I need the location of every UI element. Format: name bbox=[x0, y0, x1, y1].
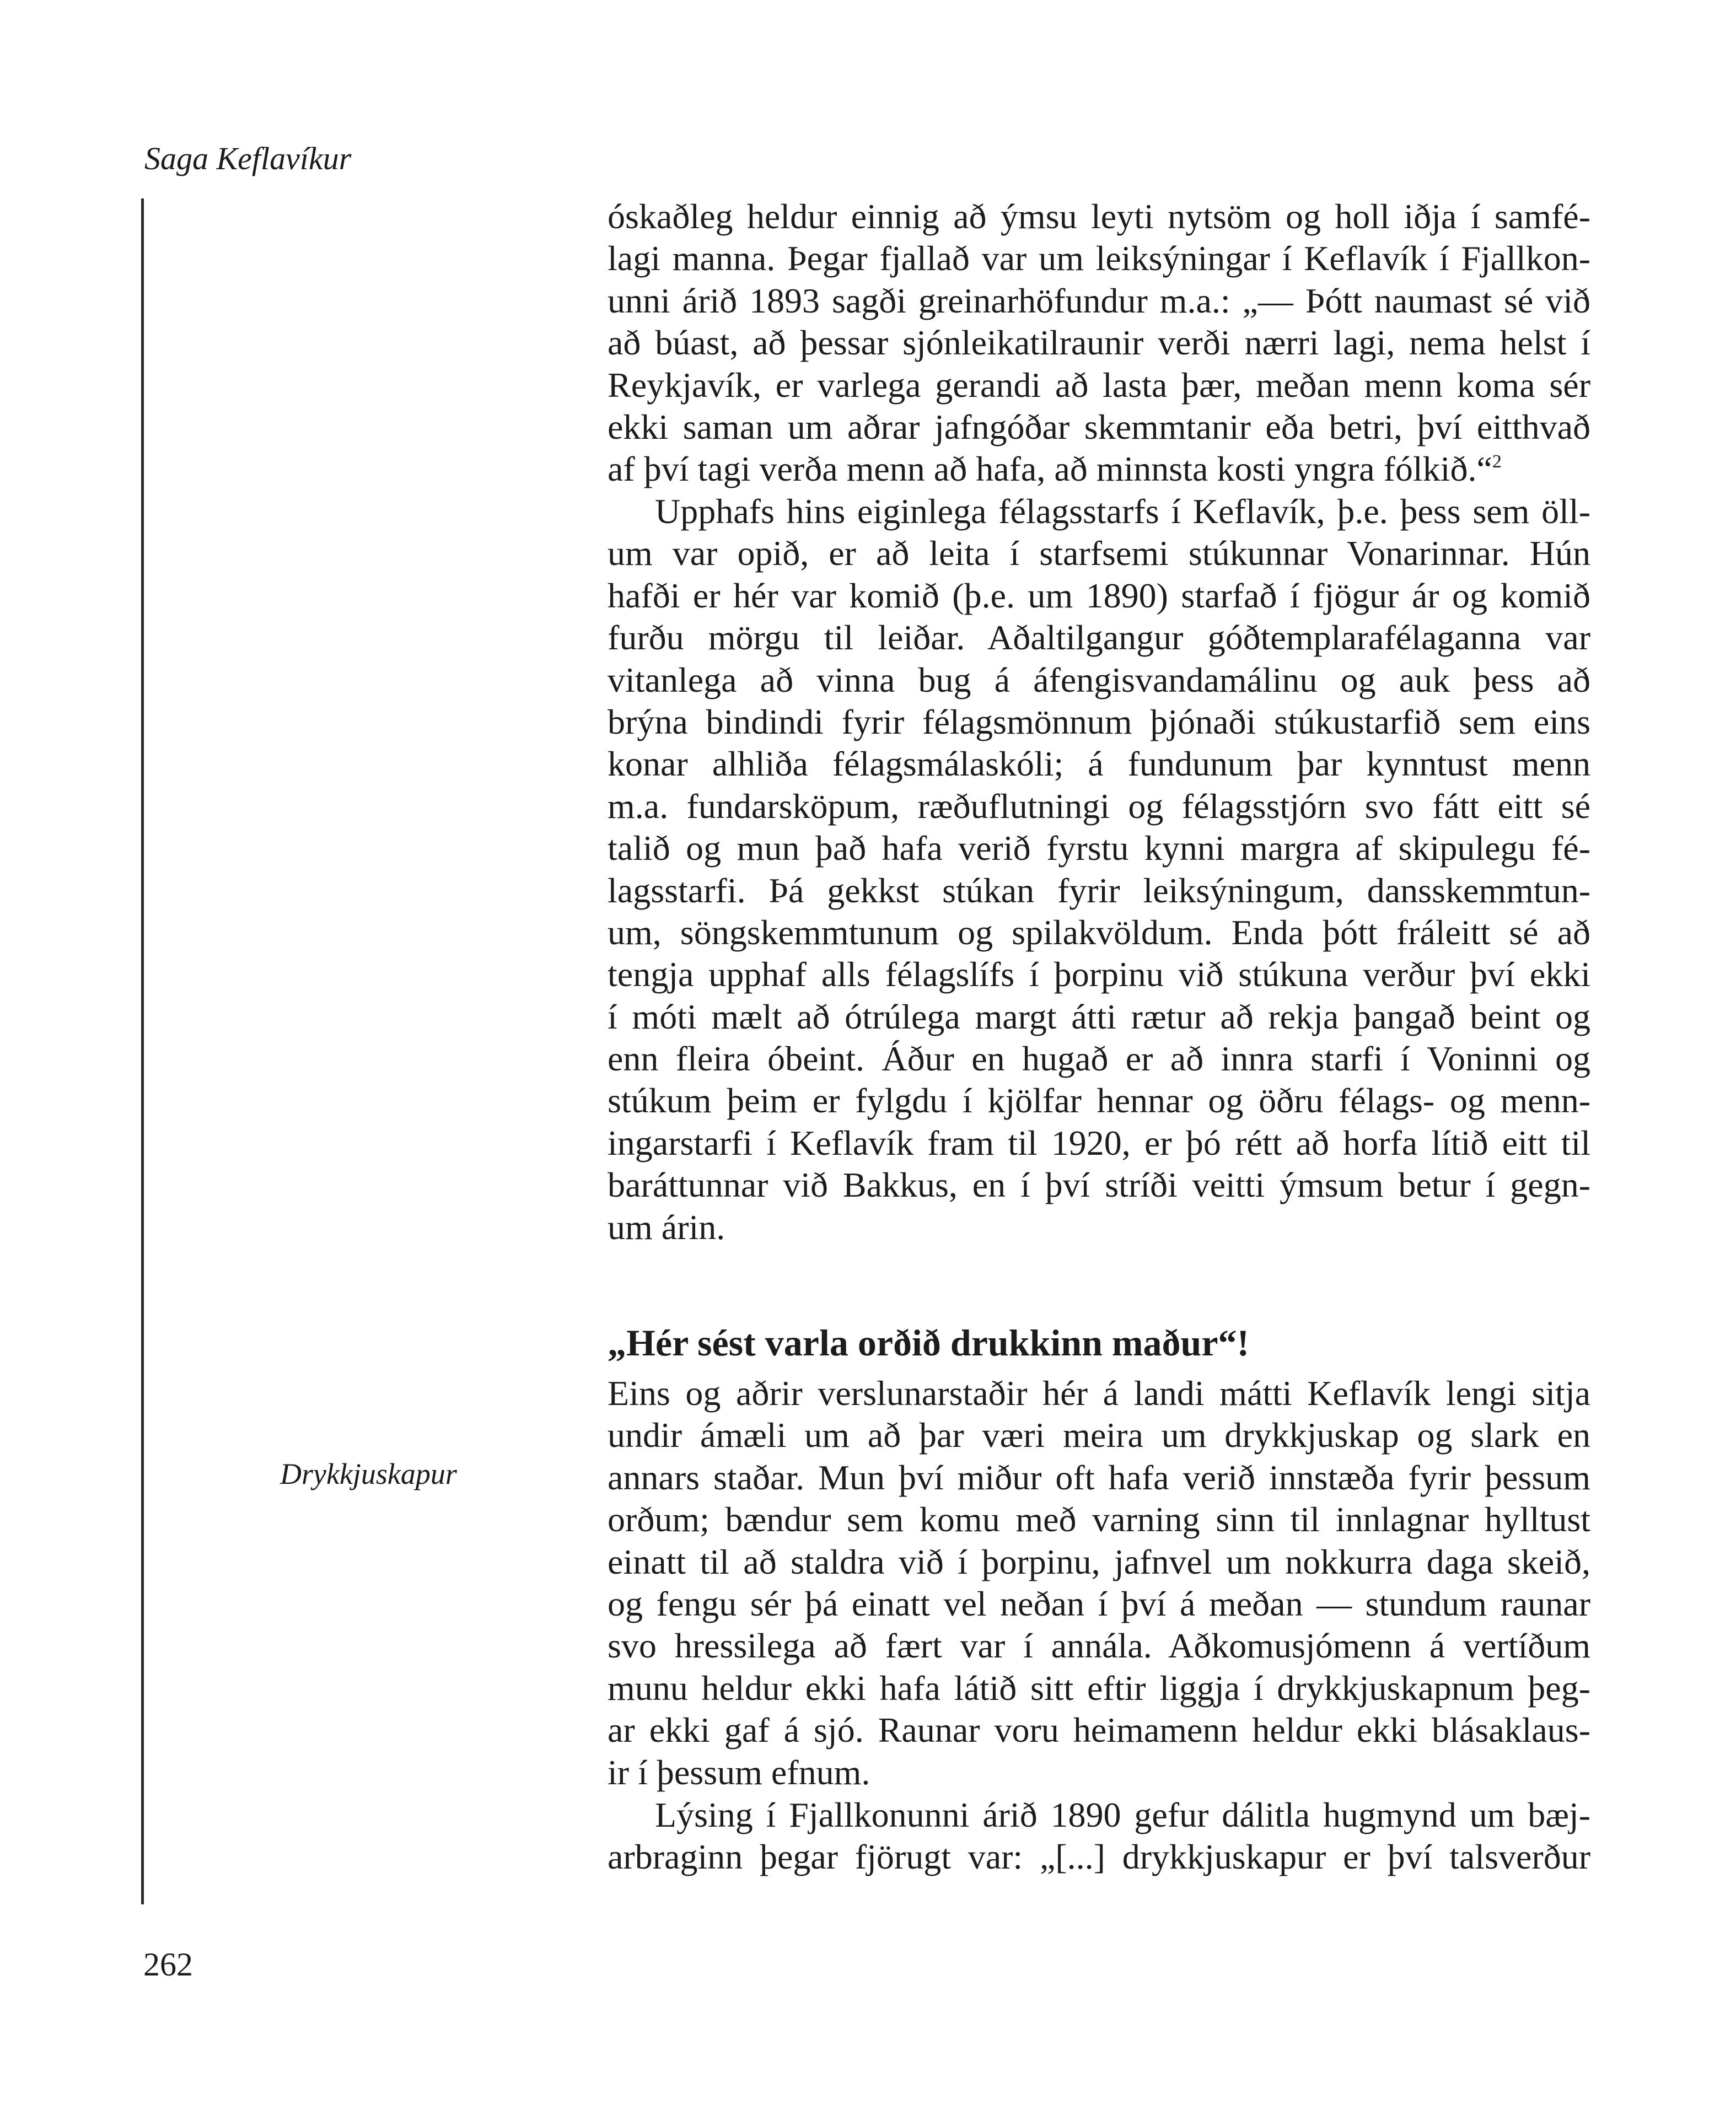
paragraph-felagsstarf bbox=[608, 491, 1590, 1248]
margin-note: Drykkjuskapur bbox=[280, 1457, 457, 1490]
text-line: Upphafs hins eiginlega félagsstarfs í Keflavík, þ.e. þess sem öll- bbox=[655, 492, 1590, 531]
margin-rule bbox=[141, 198, 144, 1904]
text-line: stúkum þeim er fylgdu í kjölfar hennar og öðru félags- og menn- bbox=[608, 1081, 1590, 1121]
text-line bbox=[608, 448, 1590, 490]
text-line: annars staðar. Mun því miður oft hafa verið innstæða fyrir þessum bbox=[608, 1457, 1590, 1497]
footnote-reference: 2 bbox=[1492, 451, 1502, 472]
text-line: ingarstarfi í Keflavík fram til 1920, er þó rétt að horfa lítið eitt til bbox=[608, 1123, 1590, 1162]
text-line: furðu mörgu til leiðar. Aðaltilgangur góðtemplarafélaganna var bbox=[608, 618, 1590, 658]
text-line: í móti mælt að ótrúlega margt átti rætur að rekja þangað beint og bbox=[608, 997, 1590, 1036]
page-number: 262 bbox=[143, 1946, 193, 1983]
text-line: lagi manna. Þegar fjallað var um leiksýningar í Keflavík í Fjallkon- bbox=[608, 239, 1590, 278]
text-line: baráttunnar við Bakkus, en í því stríði veitti ýmsum betur í gegn- bbox=[608, 1165, 1590, 1205]
text-line: óskaðleg heldur einnig að ýmsu leyti nytsöm og holl iðja í samfé- bbox=[608, 197, 1590, 236]
text-line: arbraginn þegar fjörugt var: „[...] drykkjuskapur er því talsverður bbox=[608, 1837, 1590, 1877]
text-line: ekki saman um aðrar jafngóðar skemmtanir eða betri, því eitthvað bbox=[608, 407, 1590, 446]
paragraph-drykkjuskapur bbox=[608, 1372, 1590, 1794]
text-line: ar ekki gaf á sjó. Raunar voru heimamenn heldur ekki blásaklaus- bbox=[608, 1710, 1590, 1750]
section-heading: „Hér sést varla orðið drukkinn maður“! bbox=[608, 1322, 1250, 1364]
paragraph-leikstarf bbox=[608, 196, 1590, 491]
text-line: munu heldur ekki hafa látið sitt eftir liggja í drykkjuskapnum þeg- bbox=[608, 1668, 1590, 1708]
text-line: brýna bindindi fyrir félagsmönnum þjónaði stúkustarfið sem eins bbox=[608, 702, 1590, 741]
text-line: einatt til að staldra við í þorpinu, jafnvel um nokkurra daga skeið, bbox=[608, 1542, 1590, 1581]
text-line: konar alhliða félagsmálaskóli; á fundunum þar kynntust menn bbox=[608, 744, 1590, 784]
text-line: hafði er hér var komið (þ.e. um 1890) starfað í fjögur ár og komið bbox=[608, 575, 1590, 615]
text-line: ir í þessum efnum. bbox=[608, 1752, 870, 1792]
text-line: Lýsing í Fjallkonunni árið 1890 gefur dálitla hugmynd um bæj- bbox=[655, 1795, 1590, 1834]
text-line: undir ámæli um að þar væri meira um drykkjuskap og slark en bbox=[608, 1415, 1590, 1455]
text-line: m.a. fundarsköpum, ræðuflutningi og félagsstjórn svo fátt eitt sé bbox=[608, 786, 1590, 826]
text-line: um, söngskemmtunum og spilakvöldum. Enda þótt fráleitt sé að bbox=[608, 912, 1590, 952]
text-line: tengja upphaf alls félagslífs í þorpinu við stúkuna verður því ekki bbox=[608, 955, 1590, 994]
text-line: talið og mun það hafa verið fyrstu kynni margra af skipulegu fé- bbox=[608, 828, 1590, 868]
text-line: enn fleira óbeint. Áður en hugað er að innra starfi í Voninni og bbox=[608, 1039, 1590, 1079]
text-line: Eins og aðrir verslunarstaðir hér á landi mátti Keflavík lengi sitja bbox=[608, 1374, 1590, 1413]
text-line: um var opið, er að leita í starfsemi stúkunnar Vonarinnar. Hún bbox=[608, 534, 1590, 573]
text-line: og fengu sér þá einatt vel neðan í því á meðan — stundum raunar bbox=[608, 1584, 1590, 1623]
text-line: vitanlega að vinna bug á áfengisvandamálinu og auk þess að bbox=[608, 660, 1590, 699]
running-head: Saga Keflavíkur bbox=[144, 141, 352, 176]
text-line: orðum; bændur sem komu með varning sinn til innlagnar hylltust bbox=[608, 1500, 1590, 1539]
text-line: lagsstarfi. Þá gekkst stúkan fyrir leiksýningum, dansskemmtun- bbox=[608, 870, 1590, 910]
text-line: að búast, að þessar sjónleikatilraunir verði nærri lagi, nema helst í bbox=[608, 323, 1590, 363]
text-line: um árin. bbox=[608, 1207, 725, 1247]
text-line: Reykjavík, er varlega gerandi að lasta þær, meðan menn koma sér bbox=[608, 365, 1590, 405]
text-line: svo hressilega að fært var í annála. Aðkomusjómenn á vertíðum bbox=[608, 1626, 1590, 1666]
text-line: unni árið 1893 sagði greinarhöfundur m.a.: „— Þótt naumast sé við bbox=[608, 281, 1590, 320]
text-line-content: af því tagi verða menn að hafa, að minnsta kosti yngra fólkið.“ bbox=[608, 449, 1492, 489]
paragraph-fjallkonan bbox=[608, 1794, 1590, 1878]
